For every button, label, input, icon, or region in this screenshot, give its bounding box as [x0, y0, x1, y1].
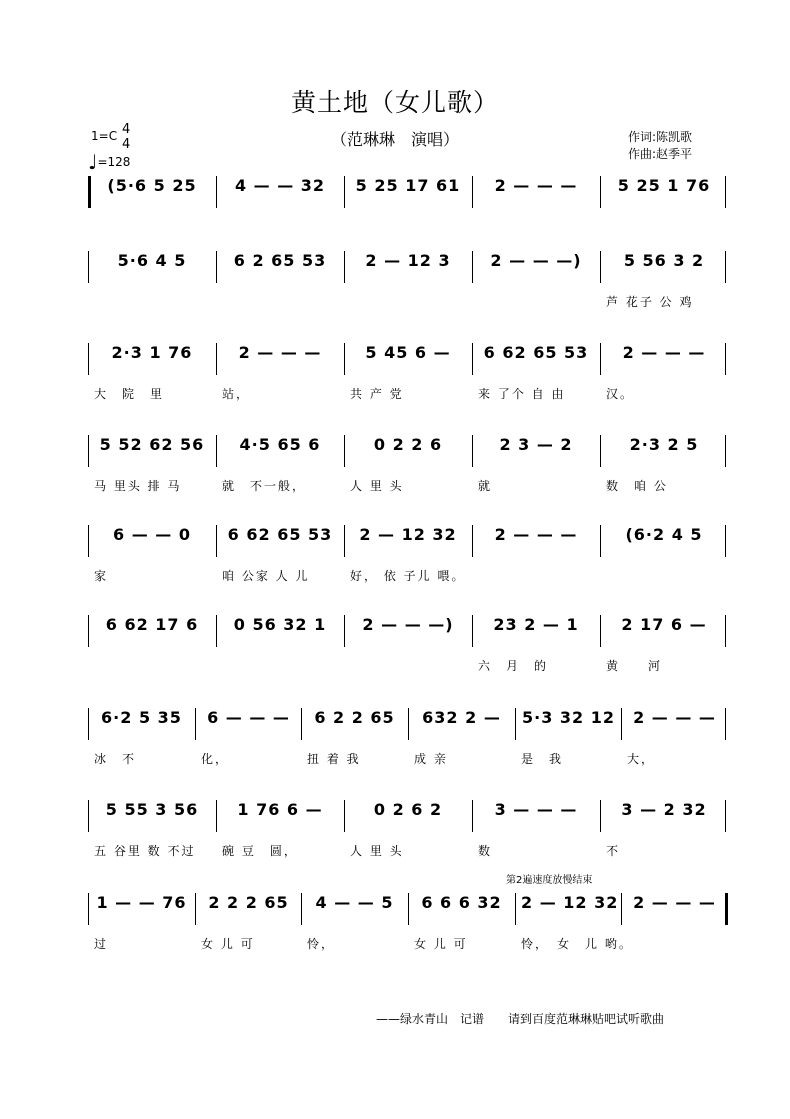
bar-line	[344, 343, 345, 375]
bar-line	[88, 343, 89, 375]
bar-line	[88, 893, 89, 925]
song-title: 黄土地（女儿歌）	[290, 88, 499, 117]
staff-row	[88, 800, 728, 830]
lyric-segment: 过	[94, 937, 109, 951]
bar-line	[725, 435, 726, 467]
singer-credit: （范琳琳 演唱）	[330, 130, 459, 149]
bar-line	[725, 176, 726, 208]
bar-line	[600, 251, 601, 283]
staff-row	[88, 893, 728, 923]
measure: 2 — — —	[633, 893, 716, 912]
lyric-segment: 怜， 女 儿 哟。	[521, 937, 633, 951]
measure: 6 2 2 65	[314, 708, 395, 727]
lyric-segment: 化，	[201, 752, 230, 766]
time-signature-bottom: 4	[122, 137, 131, 152]
bar-line	[600, 176, 601, 208]
bar-line	[725, 343, 726, 375]
lyric-segment: 就	[478, 479, 493, 493]
measure: 1 76 6 —	[237, 800, 323, 819]
lyric-segment: 马 里头 排 马	[94, 479, 182, 493]
lyric-segment: 大，	[627, 752, 656, 766]
measure: 2 — — —	[622, 343, 706, 362]
bar-line	[88, 615, 89, 647]
bar-line	[472, 251, 473, 283]
measure: 2 — 12 3	[365, 251, 451, 270]
bar-line	[195, 893, 196, 925]
staff-row	[88, 435, 728, 465]
bar-line	[600, 343, 601, 375]
lyric-segment: 碗 豆 圆，	[222, 844, 298, 858]
lyric-segment: 就 不一般，	[222, 479, 307, 493]
measure: 4 — — 32	[234, 176, 326, 195]
bar-line	[216, 435, 217, 467]
bar-line	[472, 435, 473, 467]
measure: 23 2 — 1	[493, 615, 579, 634]
bar-line	[344, 525, 345, 557]
measure: 2 — — —	[238, 343, 322, 362]
measure: 5 55 3 56	[105, 800, 199, 819]
bar-line	[195, 708, 196, 740]
bar-line	[621, 893, 622, 925]
staff-row	[88, 176, 728, 206]
measure: 4 — — 5	[315, 893, 394, 912]
measure: 2 — — —)	[362, 615, 454, 634]
measure: (5·6 5 25	[107, 176, 197, 195]
tempo-annotation: 第2遍速度放慢结束	[506, 875, 593, 886]
lyric-segment: 来 了个 自 由	[478, 387, 566, 401]
staff-row	[88, 343, 728, 373]
measure: 6 62 17 6	[105, 615, 199, 634]
measure: 6 — — —	[207, 708, 290, 727]
bar-line	[600, 435, 601, 467]
measure: 6 62 65 53	[227, 525, 333, 544]
measure: 0 2 2 6	[373, 435, 443, 454]
bar-line	[216, 251, 217, 283]
lyric-segment: 人 里 头	[350, 844, 404, 858]
measure: 6 62 65 53	[483, 343, 589, 362]
measure: 5 25 17 61	[355, 176, 461, 195]
bar-line	[600, 615, 601, 647]
measure: 2 — — —	[633, 708, 716, 727]
key-signature: 1=C	[91, 129, 118, 143]
measure: 2 — — —	[494, 525, 578, 544]
bar-line	[408, 893, 409, 925]
bar-line	[344, 800, 345, 832]
lyric-segment: 家	[94, 569, 109, 583]
measure: 632 2 —	[422, 708, 501, 727]
bar-line	[344, 435, 345, 467]
lyric-segment: 女 儿 可	[414, 937, 468, 951]
time-signature-top: 4	[122, 122, 131, 137]
measure: 6 6 6 32	[421, 893, 502, 912]
measure: 1 — — 76	[96, 893, 187, 912]
bar-line	[600, 525, 601, 557]
lyric-segment: 数	[478, 844, 493, 858]
measure: 2 — 12 32	[359, 525, 457, 544]
lyric-segment: 数 咱 公	[606, 479, 668, 493]
measure: 6 — — 0	[113, 525, 191, 544]
staff-row	[88, 708, 728, 738]
tempo-value: =128	[97, 155, 131, 169]
measure: 2·3 1 76	[111, 343, 193, 362]
bar-line	[725, 708, 726, 740]
bar-line	[725, 893, 728, 925]
staff-row	[88, 251, 728, 281]
measure: 2 — 12 32	[521, 893, 619, 912]
measure: 2 — — —	[494, 176, 578, 195]
bar-line	[216, 800, 217, 832]
measure: 5 56 3 2	[623, 251, 705, 270]
quarter-note-icon: ♩	[88, 150, 98, 174]
measure: 3 — — —	[494, 800, 578, 819]
measure: 5 25 1 76	[617, 176, 711, 195]
lyric-segment: 不	[606, 844, 621, 858]
bar-line	[344, 176, 345, 208]
measure: 6·2 5 35	[101, 708, 182, 727]
measure: 2 3 — 2	[499, 435, 573, 454]
lyric-segment: 人 里 头	[350, 479, 404, 493]
lyric-segment: 咱 公家 人 儿	[222, 569, 310, 583]
lyric-segment: 共 产 党	[350, 387, 404, 401]
bar-line	[472, 525, 473, 557]
lyric-segment: 黄 河	[606, 659, 663, 673]
measure: 2 2 2 65	[208, 893, 289, 912]
bar-line	[725, 251, 726, 283]
lyric-segment: 好， 依 子儿 喂。	[350, 569, 466, 583]
measure: 2·3 2 5	[629, 435, 699, 454]
bar-line	[301, 708, 302, 740]
bar-line	[216, 525, 217, 557]
lyric-segment: 扭 着 我	[307, 752, 361, 766]
measure: 0 2 6 2	[373, 800, 443, 819]
staff-row	[88, 525, 728, 555]
lyric-segment: 站，	[222, 387, 251, 401]
staff-row	[88, 615, 728, 645]
footer-credit: ——绿水青山 记谱 请到百度范琳琳贴吧试听歌曲	[376, 1012, 665, 1026]
bar-line	[472, 615, 473, 647]
bar-line	[344, 615, 345, 647]
lyric-segment: 六 月 的	[478, 659, 549, 673]
tempo-marking	[88, 147, 131, 174]
bar-line	[216, 176, 217, 208]
measure: (6·2 4 5	[625, 525, 703, 544]
composer-credit: 作曲:赵季平	[628, 147, 693, 161]
bar-line	[725, 800, 726, 832]
bar-line	[408, 708, 409, 740]
measure: 6 2 65 53	[233, 251, 327, 270]
lyric-segment: 大 院 里	[94, 387, 165, 401]
measure: 5 52 62 56	[99, 435, 205, 454]
lyric-segment: 怜，	[307, 937, 336, 951]
lyricist-credit: 作词:陈凯歌	[628, 130, 693, 144]
bar-line	[88, 435, 89, 467]
lyric-segment: 汉。	[606, 387, 635, 401]
measure: 2 17 6 —	[621, 615, 707, 634]
bar-line	[88, 800, 89, 832]
measure: 5·6 4 5	[117, 251, 187, 270]
bar-line	[600, 800, 601, 832]
bar-line	[88, 251, 89, 283]
lyric-segment: 成 亲	[414, 752, 448, 766]
bar-line	[216, 615, 217, 647]
measure: 4·5 65 6	[239, 435, 321, 454]
bar-line	[621, 708, 622, 740]
lyric-segment: 女 儿 可	[201, 937, 255, 951]
lyric-segment: 五 谷里 数 不过	[94, 844, 196, 858]
bar-line	[472, 176, 473, 208]
bar-line	[344, 251, 345, 283]
bar-line	[88, 708, 89, 740]
bar-line	[515, 893, 516, 925]
bar-line	[515, 708, 516, 740]
measure: 0 56 32 1	[233, 615, 327, 634]
bar-line	[725, 525, 726, 557]
bar-line	[88, 525, 89, 557]
bar-line	[725, 615, 726, 647]
measure: 2 — — —)	[490, 251, 582, 270]
bar-line	[472, 343, 473, 375]
lyric-segment: 冰 不	[94, 752, 137, 766]
measure: 5 45 6 —	[365, 343, 451, 362]
lyric-segment: 是 我	[521, 752, 564, 766]
bar-line	[88, 176, 91, 208]
bar-line	[216, 343, 217, 375]
bar-line	[301, 893, 302, 925]
lyric-segment: 芦 花子 公 鸡	[606, 295, 694, 309]
measure: 5·3 32 12	[521, 708, 615, 727]
measure: 3 — 2 32	[621, 800, 707, 819]
bar-line	[472, 800, 473, 832]
